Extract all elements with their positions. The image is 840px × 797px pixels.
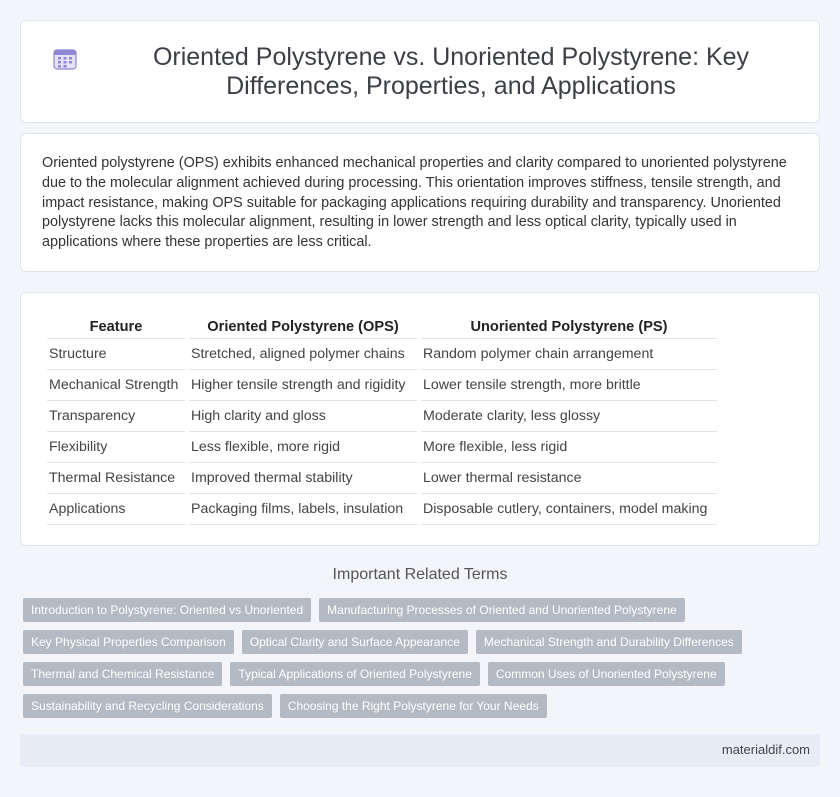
column-header-ops: Oriented Polystyrene (OPS) [189, 315, 417, 339]
table-cell-ops: Stretched, aligned polymer chains [189, 339, 417, 370]
tag-row [23, 598, 823, 622]
column-header-feature: Feature [47, 315, 185, 339]
table-row [47, 401, 717, 432]
table-cell-feature: Structure [47, 339, 185, 370]
table-cell-feature: Applications [47, 494, 185, 525]
table-cell-feature: Flexibility [47, 432, 185, 463]
table-cell-ps: Disposable cutlery, containers, model making [421, 494, 717, 525]
footer [20, 734, 820, 767]
table-cell-ps: Random polymer chain arrangement [421, 339, 717, 370]
table-header-row [47, 315, 717, 339]
related-term-tag[interactable]: Key Physical Properties Comparison [23, 630, 234, 654]
table-cell-feature: Thermal Resistance [47, 463, 185, 494]
calendar-icon [53, 48, 77, 70]
table-row [47, 463, 717, 494]
related-term-tag[interactable]: Optical Clarity and Surface Appearance [242, 630, 468, 654]
related-terms-heading: Important Related Terms [332, 566, 508, 583]
related-term-tag[interactable]: Typical Applications of Oriented Polystyrene [230, 662, 479, 686]
table-cell-ps: Lower tensile strength, more brittle [421, 370, 717, 401]
related-term-tag[interactable]: Choosing the Right Polystyrene for Your Needs [280, 694, 547, 718]
tag-row [23, 694, 823, 718]
tag-row [23, 630, 823, 654]
header-card [20, 20, 820, 123]
related-term-tag[interactable]: Common Uses of Unoriented Polystyrene [488, 662, 725, 686]
related-term-tag[interactable]: Manufacturing Processes of Oriented and Unoriented Polystyrene [319, 598, 685, 622]
related-term-tag[interactable]: Sustainability and Recycling Considerations [23, 694, 272, 718]
page-title: Oriented Polystyrene vs. Unoriented Polystyrene: Key Differences, Properties, and Applications [152, 43, 750, 100]
comparison-table [43, 315, 721, 525]
table-row [47, 494, 717, 525]
table-row [47, 432, 717, 463]
comparison-card [20, 292, 820, 546]
table-cell-ops: Higher tensile strength and rigidity [189, 370, 417, 401]
table-row [47, 370, 717, 401]
site-link[interactable]: materialdif.com [721, 742, 810, 757]
column-header-ps: Unoriented Polystyrene (PS) [421, 315, 717, 339]
related-term-tag[interactable]: Introduction to Polystyrene: Oriented vs Unoriented [23, 598, 311, 622]
table-cell-ps: Lower thermal resistance [421, 463, 717, 494]
table-cell-ops: Packaging films, labels, insulation [189, 494, 417, 525]
table-cell-ops: Less flexible, more rigid [189, 432, 417, 463]
intro-paragraph: Oriented polystyrene (OPS) exhibits enhanced mechanical properties and clarity compared to unoriented polystyrene due to the molecular alignment achieved during processing. This orientation improves stiffness, tensile strength, and impact resistance, making OPS suitable for packaging applications requiring durability and transparency. Unoriented polystyrene lacks this molecular alignment, resulting in lower strength and less optical clarity, typically used in applications where these properties are less critical. [42, 155, 787, 251]
table-cell-ps: Moderate clarity, less glossy [421, 401, 717, 432]
tag-row [23, 662, 823, 686]
table-cell-feature: Transparency [47, 401, 185, 432]
table-cell-feature: Mechanical Strength [47, 370, 185, 401]
table-cell-ops: High clarity and gloss [189, 401, 417, 432]
related-term-tag[interactable]: Mechanical Strength and Durability Differences [476, 630, 742, 654]
related-term-tag[interactable]: Thermal and Chemical Resistance [23, 662, 222, 686]
related-terms-list [23, 598, 823, 726]
table-cell-ps: More flexible, less rigid [421, 432, 717, 463]
table-cell-ops: Improved thermal stability [189, 463, 417, 494]
table-row [47, 339, 717, 370]
intro-card [20, 133, 820, 272]
